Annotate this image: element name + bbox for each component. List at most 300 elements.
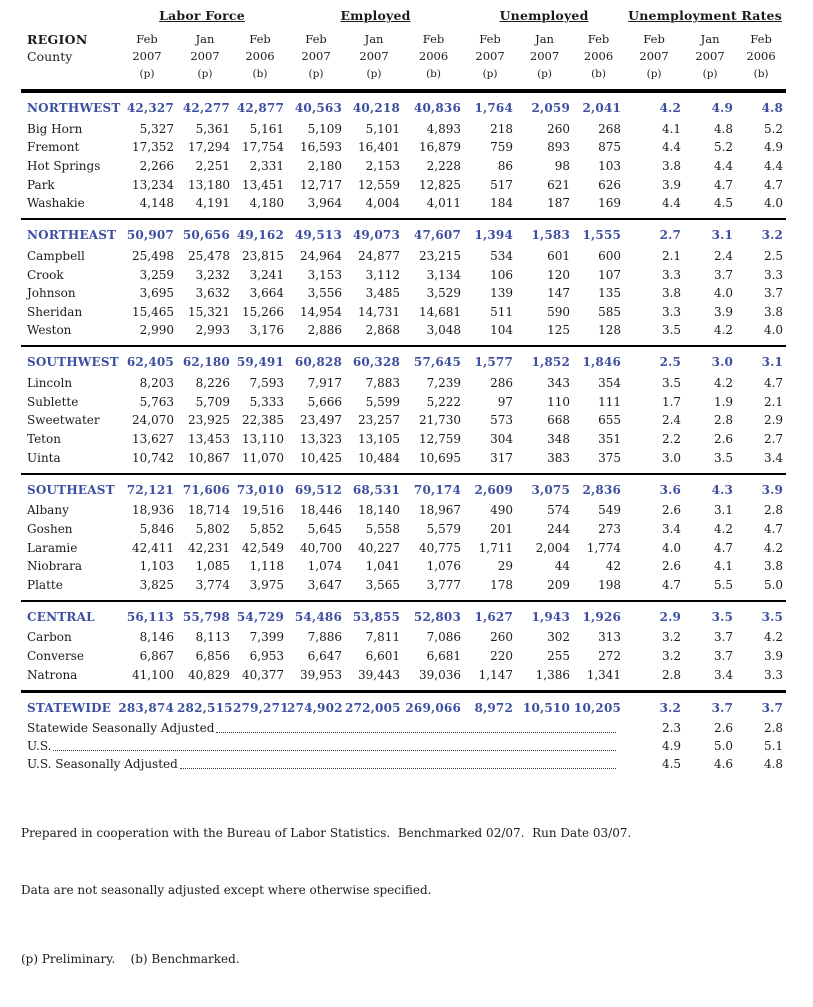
value-cell: 3,112 bbox=[365, 267, 401, 282]
value-cell: 283,874 bbox=[117, 691, 177, 720]
value-cell: 3.9 bbox=[736, 474, 786, 502]
value-cell: 5,222 bbox=[426, 394, 462, 409]
value-cell: 601 bbox=[547, 248, 571, 263]
adjusted-row-label: Statewide Seasonally Adjusted bbox=[27, 721, 215, 736]
value-cell: 103 bbox=[598, 158, 622, 173]
value-cell: 1,341 bbox=[586, 667, 622, 682]
value-cell: 18,140 bbox=[358, 503, 401, 518]
column-year: 2007 bbox=[475, 49, 505, 63]
county-row bbox=[21, 557, 786, 576]
value-cell: 59,491 bbox=[233, 346, 287, 374]
row-label: Crook bbox=[27, 267, 64, 282]
value-cell: 3.2 bbox=[661, 649, 682, 664]
column-month: Jan bbox=[195, 32, 215, 46]
value-cell: 4,004 bbox=[365, 196, 401, 211]
value-cell: 3.1 bbox=[736, 346, 786, 374]
value-cell: 125 bbox=[547, 323, 571, 338]
row-label: Campbell bbox=[27, 248, 85, 263]
value-cell: 16,593 bbox=[300, 140, 343, 155]
value-cell: 2.5 bbox=[763, 248, 784, 263]
value-cell: 23,497 bbox=[300, 413, 343, 428]
value-cell: 218 bbox=[490, 121, 514, 136]
value-cell: 42,549 bbox=[242, 540, 285, 555]
row-label: Sweetwater bbox=[27, 413, 100, 428]
value-cell: 2.6 bbox=[713, 431, 734, 446]
value-cell: 304 bbox=[490, 431, 514, 446]
value-cell: 50,656 bbox=[177, 219, 233, 247]
value-cell: 2.7 bbox=[624, 219, 684, 247]
value-cell: 1.9 bbox=[713, 394, 734, 409]
value-cell: 55,798 bbox=[177, 601, 233, 629]
value-cell: 40,377 bbox=[242, 667, 285, 682]
value-cell: 573 bbox=[490, 413, 514, 428]
value-cell: 3.8 bbox=[763, 304, 784, 319]
value-cell: 3,232 bbox=[195, 267, 230, 282]
row-label: Sublette bbox=[27, 394, 79, 409]
value-cell: 2,266 bbox=[139, 158, 174, 173]
value-cell: 13,110 bbox=[242, 431, 285, 446]
value-cell: 97 bbox=[497, 394, 514, 409]
county-row bbox=[21, 502, 786, 521]
value-cell: 86 bbox=[497, 158, 514, 173]
value-cell: 24,964 bbox=[300, 248, 343, 263]
value-cell: 4.9 bbox=[711, 101, 734, 115]
value-cell: 5,846 bbox=[139, 521, 174, 536]
value-cell: 14,954 bbox=[300, 304, 343, 319]
region-total-row bbox=[21, 474, 786, 502]
value-cell: 40,563 bbox=[294, 101, 343, 115]
value-cell: 626 bbox=[598, 177, 622, 192]
column-header bbox=[117, 31, 177, 91]
value-cell: 3.8 bbox=[661, 286, 682, 301]
value-cell: 490 bbox=[490, 503, 514, 518]
county-row bbox=[21, 284, 786, 303]
group-label-unemployment-rates: Unemployment Rates bbox=[628, 8, 782, 23]
value-cell: 4,191 bbox=[195, 196, 230, 211]
column-year: 2007 bbox=[359, 49, 389, 63]
value-cell: 4,180 bbox=[249, 196, 285, 211]
row-label: Platte bbox=[27, 577, 63, 592]
value-cell: 383 bbox=[547, 450, 571, 465]
value-cell: 4.2 bbox=[713, 376, 734, 391]
value-cell: 302 bbox=[547, 630, 571, 645]
value-cell: 3.8 bbox=[661, 158, 682, 173]
county-row bbox=[21, 120, 786, 139]
value-cell: 4.4 bbox=[763, 158, 784, 173]
value-cell: 13,627 bbox=[132, 431, 174, 446]
value-cell: 5,333 bbox=[249, 394, 285, 409]
value-cell: 317 bbox=[490, 450, 514, 465]
row-label: Weston bbox=[27, 323, 72, 338]
region-total-row bbox=[21, 219, 786, 247]
value-cell: 8,113 bbox=[195, 630, 230, 645]
rate-cell: 2.6 bbox=[713, 721, 734, 736]
value-cell: 40,227 bbox=[358, 540, 401, 555]
row-label: Teton bbox=[27, 431, 61, 446]
county-row bbox=[21, 176, 786, 195]
rate-cell: 4.5 bbox=[661, 757, 682, 772]
value-cell: 56,113 bbox=[117, 601, 177, 629]
column-year: 2007 bbox=[695, 49, 725, 63]
value-cell: 1,926 bbox=[573, 601, 624, 629]
value-cell: 3.3 bbox=[763, 667, 784, 682]
value-cell: 534 bbox=[490, 248, 514, 263]
value-cell: 22,385 bbox=[242, 413, 285, 428]
county-row bbox=[21, 666, 786, 691]
column-note: (p) bbox=[366, 68, 382, 80]
value-cell: 354 bbox=[598, 376, 622, 391]
value-cell: 5.5 bbox=[713, 577, 734, 592]
value-cell: 1,074 bbox=[307, 559, 343, 574]
value-cell: 71,606 bbox=[177, 474, 233, 502]
value-cell: 5,763 bbox=[139, 394, 174, 409]
value-cell: 3.9 bbox=[763, 649, 784, 664]
value-cell: 2.8 bbox=[713, 413, 734, 428]
county-row bbox=[21, 539, 786, 558]
region-total-row bbox=[21, 346, 786, 374]
value-cell: 3,777 bbox=[426, 577, 462, 592]
value-cell: 178 bbox=[490, 577, 514, 592]
dotted-leader bbox=[53, 750, 616, 751]
value-cell: 1,386 bbox=[535, 667, 571, 682]
column-month: Feb bbox=[587, 32, 610, 46]
value-cell: 2,331 bbox=[249, 158, 285, 173]
row-label: Uinta bbox=[27, 450, 61, 465]
spacer-cell bbox=[21, 6, 117, 31]
value-cell: 1,147 bbox=[478, 667, 514, 682]
column-year: 2007 bbox=[639, 49, 669, 63]
county-row bbox=[21, 322, 786, 347]
value-cell: 1,711 bbox=[478, 540, 514, 555]
row-label: Sheridan bbox=[27, 304, 83, 319]
group-header-unemployed bbox=[464, 6, 624, 31]
value-cell: 14,681 bbox=[419, 304, 462, 319]
value-cell: 3.4 bbox=[713, 667, 734, 682]
column-month: Feb bbox=[479, 32, 501, 46]
column-note: (p) bbox=[139, 68, 155, 80]
value-cell: 3.7 bbox=[713, 649, 734, 664]
value-cell: 3.8 bbox=[763, 559, 784, 574]
value-cell: 2.4 bbox=[661, 413, 682, 428]
value-cell: 668 bbox=[547, 413, 571, 428]
value-cell: 4.2 bbox=[713, 323, 734, 338]
value-cell: 10,484 bbox=[358, 450, 401, 465]
column-note: (b) bbox=[426, 68, 441, 80]
value-cell: 2,153 bbox=[365, 158, 401, 173]
value-cell: 21,730 bbox=[419, 413, 462, 428]
value-cell: 585 bbox=[598, 304, 622, 319]
value-cell: 57,645 bbox=[403, 346, 464, 374]
value-cell: 62,405 bbox=[117, 346, 177, 374]
value-cell: 7,593 bbox=[249, 376, 285, 391]
value-cell: 98 bbox=[554, 158, 571, 173]
value-cell: 6,647 bbox=[307, 649, 343, 664]
value-cell: 1,085 bbox=[195, 559, 230, 574]
value-cell: 13,105 bbox=[358, 431, 401, 446]
value-cell: 12,759 bbox=[419, 431, 462, 446]
adjusted-row-label: U.S. Seasonally Adjusted bbox=[27, 757, 178, 772]
value-cell: 104 bbox=[490, 323, 514, 338]
value-cell: 3,134 bbox=[426, 267, 462, 282]
value-cell: 3,485 bbox=[365, 286, 401, 301]
labor-force-table bbox=[21, 6, 786, 774]
column-note: (b) bbox=[591, 68, 606, 80]
value-cell: 3.0 bbox=[684, 346, 736, 374]
value-cell: 351 bbox=[598, 431, 622, 446]
value-cell: 11,070 bbox=[242, 450, 285, 465]
value-cell: 3.9 bbox=[661, 177, 682, 192]
county-row bbox=[21, 266, 786, 285]
value-cell: 4.8 bbox=[761, 101, 784, 115]
value-cell: 4.1 bbox=[713, 559, 734, 574]
column-note: (b) bbox=[753, 68, 769, 80]
group-header-employed bbox=[287, 6, 464, 31]
value-cell: 4.4 bbox=[661, 140, 682, 155]
value-cell: 4.2 bbox=[763, 540, 784, 555]
value-cell: 7,883 bbox=[365, 376, 401, 391]
value-cell: 3.5 bbox=[661, 376, 682, 391]
value-cell: 8,972 bbox=[464, 691, 516, 720]
value-cell: 220 bbox=[490, 649, 514, 664]
value-cell: 4,148 bbox=[139, 196, 174, 211]
value-cell: 24,070 bbox=[132, 413, 174, 428]
value-cell: 621 bbox=[547, 177, 571, 192]
value-cell: 110 bbox=[547, 394, 571, 409]
value-cell: 313 bbox=[598, 630, 622, 645]
value-cell: 49,073 bbox=[345, 219, 403, 247]
value-cell: 759 bbox=[490, 140, 514, 155]
value-cell: 1,118 bbox=[249, 559, 285, 574]
value-cell: 1,394 bbox=[464, 219, 516, 247]
value-cell: 3.7 bbox=[736, 691, 786, 720]
value-cell: 343 bbox=[547, 376, 571, 391]
value-cell: 23,815 bbox=[242, 248, 285, 263]
value-cell: 2.6 bbox=[661, 503, 682, 518]
footnote-prepared: Prepared in cooperation with the Bureau of Labor Statistics. Benchmarked 02/07. Run Date 03/07. bbox=[21, 825, 632, 840]
rate-cell: 4.9 bbox=[661, 739, 682, 754]
value-cell: 12,825 bbox=[419, 177, 462, 192]
statewide-total-row bbox=[21, 691, 786, 720]
value-cell: 5,709 bbox=[195, 394, 230, 409]
dotted-leader bbox=[216, 732, 616, 733]
value-cell: 10,695 bbox=[419, 450, 462, 465]
value-cell: 1,103 bbox=[139, 559, 174, 574]
value-cell: 42,411 bbox=[132, 540, 174, 555]
value-cell: 3.1 bbox=[713, 503, 734, 518]
value-cell: 244 bbox=[547, 521, 571, 536]
value-cell: 3.3 bbox=[661, 267, 682, 282]
adjusted-rate-row bbox=[21, 720, 786, 738]
value-cell: 3.2 bbox=[661, 630, 682, 645]
value-cell: 286 bbox=[490, 376, 514, 391]
row-label: Park bbox=[27, 177, 55, 192]
value-cell: 40,218 bbox=[352, 101, 401, 115]
value-cell: 201 bbox=[490, 521, 514, 536]
column-month: Feb bbox=[750, 32, 772, 46]
value-cell: 3.5 bbox=[684, 601, 736, 629]
value-cell: 260 bbox=[547, 121, 571, 136]
value-cell: 3.4 bbox=[661, 521, 682, 536]
value-cell: 68,531 bbox=[345, 474, 403, 502]
value-cell: 42,327 bbox=[126, 101, 174, 115]
value-cell: 3,975 bbox=[249, 577, 285, 592]
value-cell: 19,516 bbox=[242, 503, 285, 518]
value-cell: 6,681 bbox=[426, 649, 462, 664]
column-note: (p) bbox=[702, 68, 718, 80]
value-cell: 4.7 bbox=[763, 177, 784, 192]
value-cell: 4.9 bbox=[763, 140, 784, 155]
value-cell: 2.6 bbox=[661, 559, 682, 574]
column-year: 2007 bbox=[132, 49, 162, 63]
value-cell: 7,811 bbox=[365, 630, 401, 645]
adjusted-label-cell bbox=[21, 720, 624, 738]
leader-wrap bbox=[27, 757, 624, 772]
column-note: (p) bbox=[308, 68, 324, 80]
group-label-employed: Employed bbox=[340, 8, 411, 23]
value-cell: 8,203 bbox=[139, 376, 174, 391]
value-cell: 1,774 bbox=[586, 540, 622, 555]
adjusted-label-cell bbox=[21, 738, 624, 756]
region-total-row bbox=[21, 91, 786, 120]
value-cell: 17,294 bbox=[188, 140, 230, 155]
column-header bbox=[516, 31, 573, 91]
value-cell: 5.2 bbox=[713, 140, 734, 155]
footnote-legend: (p) Preliminary. (b) Benchmarked. bbox=[21, 951, 240, 966]
value-cell: 3.9 bbox=[713, 304, 734, 319]
value-cell: 5,666 bbox=[307, 394, 343, 409]
value-cell: 7,239 bbox=[426, 376, 462, 391]
row-label: Lincoln bbox=[27, 376, 73, 391]
value-cell: 1,846 bbox=[573, 346, 624, 374]
county-row bbox=[21, 393, 786, 412]
value-cell: 2.4 bbox=[713, 248, 734, 263]
adjusted-row-label: U.S. bbox=[27, 739, 52, 754]
value-cell: 2.9 bbox=[624, 601, 684, 629]
county-row bbox=[21, 157, 786, 176]
column-month: Jan bbox=[535, 32, 554, 46]
value-cell: 273 bbox=[598, 521, 622, 536]
table-header bbox=[21, 6, 786, 91]
value-cell: 269,066 bbox=[403, 691, 464, 720]
column-year: 2007 bbox=[301, 49, 331, 63]
value-cell: 3,664 bbox=[249, 286, 285, 301]
value-cell: 2,180 bbox=[307, 158, 343, 173]
value-cell: 40,829 bbox=[188, 667, 230, 682]
value-cell: 4.0 bbox=[763, 196, 784, 211]
column-month: Jan bbox=[700, 32, 720, 46]
column-month: Jan bbox=[364, 32, 384, 46]
value-cell: 590 bbox=[547, 304, 571, 319]
value-cell: 5,361 bbox=[195, 121, 230, 136]
value-cell: 23,215 bbox=[419, 248, 462, 263]
value-cell: 4.3 bbox=[684, 474, 736, 502]
value-cell: 2,251 bbox=[195, 158, 230, 173]
region-county-header bbox=[21, 31, 117, 91]
value-cell: 39,953 bbox=[300, 667, 343, 682]
value-cell: 4.2 bbox=[713, 521, 734, 536]
value-cell: 511 bbox=[490, 304, 514, 319]
value-cell: 3.7 bbox=[713, 630, 734, 645]
value-cell: 2,993 bbox=[195, 323, 230, 338]
value-cell: 2.7 bbox=[763, 431, 784, 446]
county-row bbox=[21, 576, 786, 601]
value-cell: 17,352 bbox=[132, 140, 174, 155]
value-cell: 3.5 bbox=[661, 323, 682, 338]
column-note: (p) bbox=[537, 68, 552, 80]
value-cell: 54,486 bbox=[287, 601, 345, 629]
value-cell: 4.5 bbox=[713, 196, 734, 211]
value-cell: 4.7 bbox=[713, 540, 734, 555]
value-cell: 2.8 bbox=[763, 503, 784, 518]
value-cell: 53,855 bbox=[345, 601, 403, 629]
value-cell: 6,856 bbox=[195, 649, 230, 664]
row-label: Natrona bbox=[27, 667, 78, 682]
dotted-leader bbox=[180, 768, 616, 769]
row-label: SOUTHWEST bbox=[21, 346, 117, 374]
value-cell: 3,964 bbox=[307, 196, 343, 211]
value-cell: 111 bbox=[598, 394, 622, 409]
column-header bbox=[624, 31, 684, 91]
value-cell: 18,446 bbox=[300, 503, 343, 518]
column-header bbox=[573, 31, 624, 91]
value-cell: 3,529 bbox=[426, 286, 462, 301]
county-row bbox=[21, 520, 786, 539]
column-header bbox=[287, 31, 345, 91]
value-cell: 12,717 bbox=[300, 177, 343, 192]
value-cell: 13,234 bbox=[132, 177, 174, 192]
value-cell: 7,086 bbox=[426, 630, 462, 645]
subheader-row bbox=[21, 31, 786, 91]
value-cell: 10,742 bbox=[132, 450, 174, 465]
value-cell: 3.1 bbox=[684, 219, 736, 247]
value-cell: 272 bbox=[598, 649, 622, 664]
region-total-row bbox=[21, 601, 786, 629]
row-label: Fremont bbox=[27, 140, 80, 155]
value-cell: 47,607 bbox=[403, 219, 464, 247]
value-cell: 5,327 bbox=[139, 121, 174, 136]
value-cell: 1,764 bbox=[474, 101, 514, 115]
value-cell: 49,162 bbox=[233, 219, 287, 247]
value-cell: 10,867 bbox=[188, 450, 230, 465]
group-header-row bbox=[21, 6, 786, 31]
value-cell: 279,271 bbox=[233, 691, 287, 720]
column-note: (p) bbox=[197, 68, 213, 80]
value-cell: 3,774 bbox=[195, 577, 230, 592]
value-cell: 18,936 bbox=[132, 503, 174, 518]
value-cell: 2,868 bbox=[365, 323, 401, 338]
value-cell: 1,943 bbox=[516, 601, 573, 629]
value-cell: 3,825 bbox=[139, 577, 174, 592]
value-cell: 3,556 bbox=[307, 286, 343, 301]
value-cell: 3,176 bbox=[249, 323, 285, 338]
value-cell: 1.7 bbox=[661, 394, 682, 409]
value-cell: 13,451 bbox=[242, 177, 285, 192]
value-cell: 2,990 bbox=[139, 323, 174, 338]
column-header bbox=[736, 31, 786, 91]
value-cell: 655 bbox=[598, 413, 622, 428]
row-label: Laramie bbox=[27, 540, 78, 555]
value-cell: 4.1 bbox=[661, 121, 682, 136]
value-cell: 3.3 bbox=[763, 267, 784, 282]
value-cell: 135 bbox=[598, 286, 622, 301]
row-label: Goshen bbox=[27, 521, 73, 536]
value-cell: 600 bbox=[598, 248, 622, 263]
value-cell: 10,425 bbox=[300, 450, 343, 465]
value-cell: 15,321 bbox=[188, 304, 230, 319]
value-cell: 14,731 bbox=[358, 304, 401, 319]
value-cell: 3.4 bbox=[763, 450, 784, 465]
value-cell: 25,498 bbox=[132, 248, 174, 263]
